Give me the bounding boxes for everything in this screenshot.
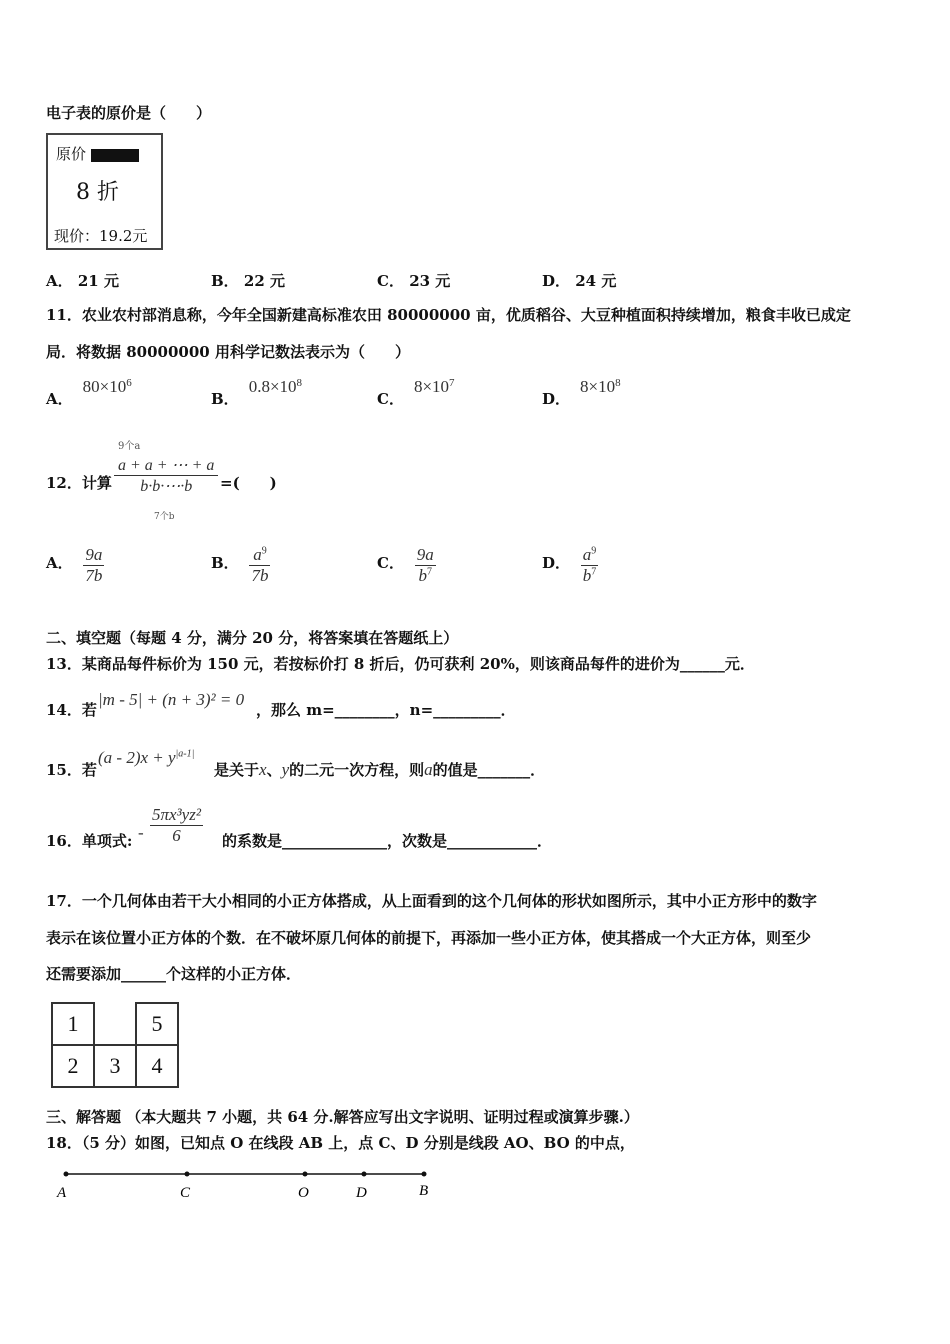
q12-suffix: =( ) (220, 474, 277, 492)
q10-option-c: C． 23 元 (377, 272, 451, 290)
q15-prefix: 15．若 (46, 761, 97, 779)
section-2-heading: 二、填空题（每题 4 分，满分 20 分，将答案填在答题纸上） (46, 629, 459, 647)
q15-text: 是关于x、y的二元一次方程，则a的值是_______． (214, 760, 546, 779)
original-price-label: 原价 (56, 143, 139, 164)
price-blackout (91, 149, 139, 162)
q15-expression: $(a - 2)x + y^{|a-1|}$ (98, 748, 195, 767)
q11-option-d: D．$8\times 10^8$ (542, 377, 621, 408)
q11-option-a: A．$80\times 10^6$ (46, 377, 132, 408)
q11-line2: 局．将数据 80000000 用科学记数法表示为（ ） (46, 343, 410, 361)
q12-fraction: $\frac{a + a + \cdots + a}{b\cdot b\cdot\cdots\cdot b}$ (114, 455, 218, 496)
point-c-dot (185, 1172, 190, 1177)
current-price-label: 现价：19.2元 (54, 227, 148, 245)
q12-option-c: C． $\frac{9a}{b^7}$ (377, 545, 434, 585)
q16-fraction: $\frac{\text{5πx³yz²}}{6}$ (152, 805, 201, 845)
q10-option-d: D． 24 元 (542, 272, 617, 290)
point-a-label: A (57, 1185, 67, 1201)
grid-cell: 1 (52, 1003, 94, 1045)
q14-suffix: ，那么 m=________，n=_________． (256, 701, 516, 719)
q14-prefix: 14．若 (46, 701, 97, 719)
point-b-label: B (419, 1183, 429, 1199)
q18-segment-figure (50, 1162, 450, 1207)
q17-top-view-grid (51, 1002, 179, 1088)
q12-option-d: D． $\frac{a^9}{b^7}$ (542, 545, 597, 585)
q16-sign: - (138, 823, 144, 842)
point-d-dot (362, 1172, 367, 1177)
q12-prefix: 12．计算 (46, 474, 112, 492)
q12-bottom-brace-note: 7个b (154, 512, 175, 522)
q17-line2: 表示在该位置小正方体的个数．在不破坏原几何体的前提下，再添加一些小正方体，使其搭成一个大正方体，则至少 (46, 929, 812, 947)
q14-expression: |m - 5| + (n + 3)² = 0 (98, 690, 245, 709)
q10-stem: 电子表的原价是（ ） (46, 104, 212, 122)
q10-option-a: A． 21 元 (46, 272, 119, 290)
q17-line1: 17．一个几何体由若干大小相同的小正方体搭成，从上面看到的这个几何体的形状如图所示，其中小正方形中的数字 (46, 892, 817, 910)
grid-cell: 5 (136, 1003, 178, 1045)
point-o-dot (303, 1172, 308, 1177)
q18-text: 18．（5 分）如图，已知点 O 在线段 AB 上，点 C、D 分别是线段 AO、BO 的中点， (46, 1134, 635, 1152)
point-a-dot (64, 1172, 69, 1177)
point-b-dot (422, 1172, 427, 1177)
grid-cell-empty (94, 1003, 136, 1045)
section-3-heading: 三、解答题 （本大题共 7 小题，共 64 分.解答应写出文字说明、证明过程或演算步骤.） (46, 1108, 639, 1126)
q12-option-b: B． $\frac{a^9}{7b}$ (211, 545, 269, 585)
q16-prefix: 16．单项式: (46, 832, 133, 850)
point-d-label: D (356, 1185, 367, 1201)
q11-option-c: C．$8\times 10^7$ (377, 377, 455, 408)
price-tag-figure (46, 133, 163, 250)
grid-cell: 4 (136, 1045, 178, 1087)
grid-cell: 3 (94, 1045, 136, 1087)
q11-line1: 11．农业农村部消息称，今年全国新建高标准农田 80000000 亩，优质稻谷、大豆种植面积持续增加，粮食丰收已成定 (46, 306, 851, 324)
q13-text: 13．某商品每件标价为 150 元，若按标价打 8 折后，仍可获利 20%，则该商品每件的进价为______元． (46, 655, 755, 673)
q11-option-b: B．$0.8\times 10^8$ (211, 377, 303, 408)
q12-option-a: A． $\frac{9a}{7b}$ (46, 545, 103, 585)
q17-line3: 还需要添加______个这样的小正方体． (46, 965, 302, 983)
q10-option-b: B． 22 元 (211, 272, 286, 290)
discount-label: 8 折 (76, 180, 119, 205)
q16-suffix: 的系数是______________，次数是____________． (222, 832, 553, 850)
point-c-label: C (180, 1185, 191, 1201)
grid-cell: 2 (52, 1045, 94, 1087)
point-o-label: O (298, 1185, 309, 1201)
q12-top-brace-note: 9个a (118, 441, 141, 452)
